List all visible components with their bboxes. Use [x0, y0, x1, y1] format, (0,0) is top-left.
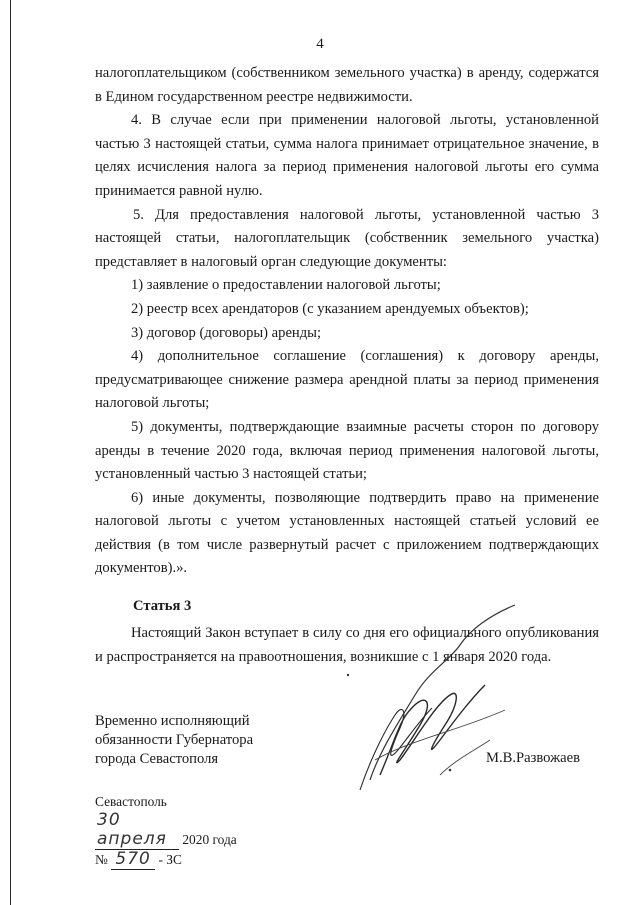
footer-city: Севастополь [95, 794, 167, 809]
handwritten-signature [340, 600, 550, 800]
handwritten-law-number: 570 [111, 850, 155, 870]
list-item-5: 5) документы, подтверждающие взаимные расчеты сторон по договору аренды в течение 2020 года, включая период применения налоговой льготы, установленный частью 3 настоящей статьи; [95, 418, 599, 483]
body-text [95, 62, 599, 581]
footer-date [95, 811, 237, 850]
page-number: 4 [316, 36, 324, 52]
list-item-2: 2) реестр всех арендаторов (с указанием арендуемых объектов); [131, 300, 529, 317]
page-edge-line [10, 0, 11, 905]
position-line: Временно исполняющий [95, 713, 250, 729]
signatory-name: М.В.Развожаев [486, 750, 581, 766]
signatory-position [95, 712, 275, 769]
list-item-1: 1) заявление о предоставлении налоговой льготы; [131, 277, 441, 294]
paragraph-item-5: 5. Для предоставления налоговой льготы, установленной частью 3 настоящей статьи, налогоплательщик (собственник земельного участка) представляет в налоговый орган следующие документы: [95, 206, 599, 270]
paragraph-continuation: налогоплательщиком (собственником земельного участка) в аренду, содержатся в Едином государственном реестре недвижимости. [95, 65, 599, 105]
position-line: города Севастополя [95, 751, 219, 767]
position-line: обязанности Губернатора [95, 732, 254, 748]
footer-law-number [95, 850, 237, 870]
paragraph-item-4: 4. В случае если при применении налоговой льготы, установленной частью 3 настоящей статьи, сумма налога принимает отрицательное значение, в целях исчисления налога за период применения налоговой льготы его сумма принимается равной нулю. [95, 112, 599, 199]
list-item-4: 4) дополнительное соглашение (соглашения) к договору аренды, предусматривающее снижение размера арендной платы за период применения налоговой льготы; [95, 348, 599, 412]
document-footer [95, 792, 237, 870]
article-heading: Статья 3 [133, 598, 192, 614]
number-suffix: - ЗС [158, 852, 182, 867]
number-sign: № [95, 852, 108, 867]
list-item-3: 3) договор (договоры) аренды; [131, 324, 322, 341]
list-item-6: 6) иные документы, позволяющие подтвердить право на применение налоговой льготы с учетом установленных настоящей статьей условий ее действия (в том числе развернутый расчет с приложением подтверждающих документов).». [95, 489, 599, 577]
article-paragraph: Настоящий Закон вступает в силу со дня его официального опубликования и распространяется на правоотношения, возникшие с 1 января 2020 года. [95, 625, 599, 665]
footer-year: 2020 года [182, 832, 237, 847]
handwritten-date: 30 апреля [95, 811, 179, 850]
